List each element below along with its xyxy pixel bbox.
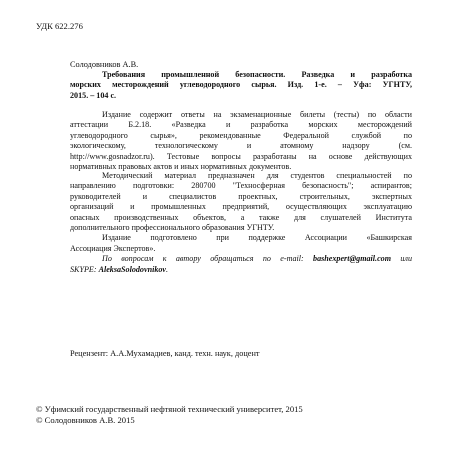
skype-handle: AleksaSolodovnikov — [98, 264, 167, 274]
skype-suffix: . — [166, 264, 169, 274]
methodical-paragraph — [70, 171, 412, 275]
description-line: экологическому, технологическому и атомному надзору (см. — [70, 141, 412, 151]
author-name: Солодовников А.В. — [70, 60, 139, 69]
methodical-line: Издание подготовлено при поддержке Ассоциации «Башкирская — [102, 233, 412, 243]
methodical-line: руководителей и специалистов проектных, строительных, экспертных — [70, 191, 412, 201]
methodical-line: дополнительного профессионального образования УГНТУ. — [70, 223, 275, 233]
methodical-line: направлению подготовки: 280700 "Техносферная безопасность"; аспирантов; — [70, 181, 412, 191]
methodical-line: опасных производственных объектов, а также для слушателей Института — [70, 212, 412, 222]
copyright-university: © Уфимский государственный нефтяной технический университет, 2015 — [36, 404, 303, 414]
description-line: Издание содержит ответы на экзаменационные билеты (тесты) по области — [102, 110, 412, 119]
contact-suffix: или — [391, 254, 412, 264]
copyright-author: © Солодовников А.В. 2015 — [36, 415, 135, 425]
title-line: 2015. – 104 с. — [70, 90, 117, 100]
description-line: аттестации Б.2.18. «Разведка и разработка морских месторождений — [70, 120, 412, 130]
description-paragraph — [70, 110, 412, 172]
contact-prefix: По вопросам к автору обращаться по e-mail: — [102, 254, 314, 264]
description-line: нормативных правовых актов и иных нормативных документов. — [70, 162, 292, 172]
reviewer-line: Рецензент: А.А.Мухамадиев, канд. техн. наук, доцент — [70, 349, 260, 358]
contact-line-email — [70, 254, 412, 264]
description-line: углеводородного сырья», рекомендованные Федеральной службой по — [70, 130, 412, 140]
skype-prefix: SKYPE: — [70, 264, 99, 274]
description-line: http://www.gosnadzor.ru). Тестовые вопросы разработаны на основе действующих — [70, 151, 412, 161]
methodical-line: Методический материал предназначен для студентов специальностей по — [102, 171, 412, 180]
methodical-line: Ассоциация Экспертов». — [70, 243, 156, 253]
title-line: морских месторождений углеводородного сырья. Изд. 1-е. – Уфа: УГНТУ, — [70, 80, 412, 90]
udk-code: УДК 622.276 — [36, 21, 83, 31]
methodical-line: организаций и промышленных предприятий, осуществляющих эксплуатацию — [70, 202, 412, 212]
book-title — [70, 70, 412, 101]
contact-email-link[interactable]: bashexpert@gmail.com — [313, 254, 392, 264]
title-line: Требования промышленной безопасности. Разведка и разработка — [102, 70, 412, 79]
contact-line-skype — [70, 265, 412, 275]
